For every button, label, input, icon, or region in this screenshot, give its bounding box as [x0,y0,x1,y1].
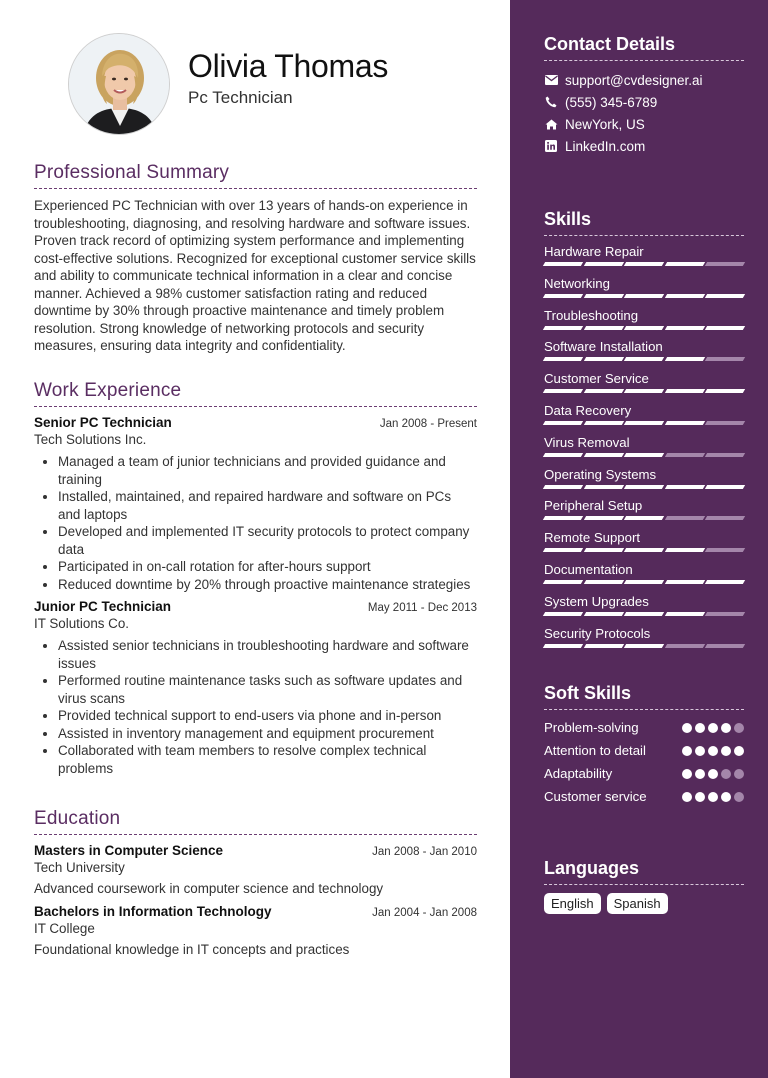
rating-dot [682,723,692,733]
soft-skill-name: Problem-solving [544,720,639,735]
skills-heading: Skills [544,209,744,236]
skill-level-segment [665,262,705,266]
rating-dot [682,792,692,802]
rating-dot [721,723,731,733]
contact-location-text: NewYork, US [565,116,645,132]
skill-level-segment [543,357,583,361]
degree-title: Masters in Computer Science [34,843,224,858]
skill-level-segment [665,421,705,425]
resume-header [34,0,476,150]
skill-level-segment [665,548,705,552]
skill-level-segment [665,294,705,298]
rating-dot [682,769,692,779]
soft-skill-name: Customer service [544,789,647,804]
skill-level-segment [705,644,745,648]
skill-name: Security Protocols [544,625,651,641]
skill-level-segment [624,326,664,330]
linkedin-icon [544,139,558,153]
skill-level-bar [544,453,744,457]
skill-level-segment [624,548,664,552]
education-date: Jan 2008 - Jan 2010 [372,846,477,858]
skill-name: Troubleshooting [544,307,639,323]
skill-item [544,276,744,308]
portrait-image [69,34,170,135]
skill-level-bar [544,294,744,298]
avatar [68,33,170,135]
contact-heading: Contact Details [544,34,744,61]
skill-name: Remote Support [544,530,641,546]
skill-level-segment [583,644,623,648]
skill-item [544,594,744,626]
experience-heading: Work Experience [34,380,477,407]
skill-level-segment [583,485,623,489]
rating-dot [695,792,705,802]
skill-level-segment [583,389,623,393]
skill-level-segment [705,294,745,298]
skill-level-segment [624,516,664,520]
rating-dot [708,792,718,802]
soft-skill-rating [682,723,744,733]
skill-name: System Upgrades [544,593,649,609]
language-tag: English [544,893,601,914]
soft-skills-heading: Soft Skills [544,683,744,710]
job-bullet: • Performed routine maintenance tasks such as software updates and virus scans [58,672,477,707]
rating-dot [721,746,731,756]
skill-level-segment [624,612,664,616]
soft-skill-item [544,764,744,783]
skill-level-segment [543,485,583,489]
skill-level-bar [544,485,744,489]
soft-skills-list [544,718,744,806]
job-bullet: • Assisted in inventory management and equipment procurement [58,725,477,743]
skill-level-segment [624,389,664,393]
rating-dot [708,723,718,733]
skill-level-segment [705,516,745,520]
degree-title: Bachelors in Information Technology [34,904,272,919]
skill-level-segment [705,357,745,361]
contact-linkedin[interactable] [544,135,744,157]
skill-level-segment [583,326,623,330]
education-entry [34,843,477,896]
soft-skill-name: Attention to detail [544,743,646,758]
skill-item [544,308,744,340]
skill-level-segment [543,453,583,457]
skill-level-segment [583,294,623,298]
education-description: Foundational knowledge in IT concepts and practices [34,942,350,957]
job-bullet: • Installed, maintained, and repaired hardware and software on PCs and laptops [58,488,477,523]
job-bullets [58,453,477,593]
soft-skill-item [544,741,744,760]
job-bullet: • Assisted senior technicians in troubleshooting hardware and software issues [58,637,477,672]
skill-level-segment [543,516,583,520]
job-entry [34,415,477,593]
skill-level-segment [665,485,705,489]
skill-level-segment [705,453,745,457]
languages-heading: Languages [544,858,744,885]
rating-dot [695,769,705,779]
skill-level-segment [665,580,705,584]
skill-level-segment [624,262,664,266]
summary-text: Experienced PC Technician with over 13 years of hands-on experience in troubleshooting, diagnosing, and resolving hardware and software issues. Proven track record of optimizing system performance and implementing cost-effective solutions. Recognized for exceptional customer service skills and ability to communicate technical information in a clear and concise manner. Achieved a 98% customer satisfaction rating and reduced downtime by 30% through proactive maintenance and timely problem resolution. Strong knowledge of networking protocols and security measures, ensuring data integrity and confidentiality. [34,198,476,353]
skill-name: Hardware Repair [544,244,644,259]
skill-level-segment [624,485,664,489]
rating-dot [695,746,705,756]
skill-level-segment [583,262,623,266]
school-name: Tech University [34,860,125,875]
skill-level-segment [583,421,623,425]
skill-item [544,435,744,467]
education-date: Jan 2004 - Jan 2008 [372,907,477,919]
home-icon [544,117,558,131]
skill-level-segment [624,294,664,298]
skill-level-segment [705,612,745,616]
job-date: May 2011 - Dec 2013 [367,602,477,614]
skill-name: Operating Systems [544,466,657,482]
skill-name: Networking [544,275,610,291]
skill-item [544,339,744,371]
summary-section [34,162,477,355]
education-entry [34,904,477,957]
skill-level-segment [705,326,745,330]
contact-section [544,34,744,157]
skill-level-bar [544,357,744,361]
soft-skill-rating [682,792,744,802]
skill-name: Peripheral Setup [544,498,643,514]
skill-level-bar [544,580,744,584]
skill-item [544,498,744,530]
contact-phone[interactable] [544,91,744,113]
rating-dot [695,723,705,733]
skill-level-bar [544,389,744,393]
job-title: Senior PC Technician [34,415,172,430]
skill-level-segment [543,580,583,584]
skill-level-segment [543,548,583,552]
job-bullet: • Developed and implemented IT security protocols to protect company data [58,523,477,558]
skill-name: Software Installation [544,339,663,355]
skill-level-segment [543,644,583,648]
languages-section [544,858,744,914]
skill-level-segment [583,548,623,552]
job-bullet: • Reduced downtime by 20% through proactive maintenance strategies [58,576,477,594]
skill-level-segment [543,262,583,266]
skill-level-segment [624,580,664,584]
soft-skills-section [544,683,744,810]
skill-item [544,244,744,276]
skill-level-segment [705,485,745,489]
skill-level-segment [705,580,745,584]
skill-item [544,626,744,658]
job-bullet: • Collaborated with team members to resolve complex technical problems [58,742,477,777]
rating-dot [708,769,718,779]
skill-name: Data Recovery [544,402,632,418]
rating-dot [721,792,731,802]
job-date: Jan 2008 - Present [379,418,477,430]
skill-level-segment [624,453,664,457]
skill-level-segment [543,389,583,393]
job-company: Tech Solutions Inc. [34,432,147,447]
contact-email-text: support@cvdesigner.ai [565,72,703,88]
language-tag: Spanish [607,893,668,914]
experience-section [34,380,477,783]
skill-level-bar [544,516,744,520]
skill-item [544,562,744,594]
job-bullet: • Managed a team of junior technicians and provided guidance and training [58,453,477,488]
rating-dot [682,746,692,756]
education-section [34,808,477,965]
skill-item [544,467,744,499]
soft-skill-item [544,787,744,806]
rating-dot [734,769,744,779]
soft-skill-item [544,718,744,737]
skill-level-segment [705,548,745,552]
skill-level-segment [543,326,583,330]
school-name: IT College [34,921,95,936]
skill-level-bar [544,262,744,266]
skill-level-segment [665,357,705,361]
soft-skill-rating [682,769,744,779]
skill-level-bar [544,548,744,552]
skill-level-segment [665,389,705,393]
soft-skill-rating [682,746,744,756]
job-bullets [58,637,477,777]
soft-skill-name: Adaptability [544,766,613,781]
skill-level-segment [624,357,664,361]
skill-level-segment [543,421,583,425]
skill-level-segment [665,326,705,330]
job-company: IT Solutions Co. [34,616,130,631]
rating-dot [734,792,744,802]
job-entry [34,599,477,777]
rating-dot [734,723,744,733]
skill-level-segment [705,389,745,393]
skill-level-segment [583,453,623,457]
skill-item [544,403,744,435]
skill-level-segment [543,294,583,298]
skill-level-segment [665,453,705,457]
job-bullet: • Provided technical support to end-users via phone and in-person [58,707,477,725]
skill-name: Documentation [544,561,633,577]
skill-level-segment [543,612,583,616]
skill-item [544,530,744,562]
skill-level-segment [583,580,623,584]
summary-heading: Professional Summary [34,162,477,189]
candidate-role: Pc Technician [188,88,293,107]
skill-level-segment [624,421,664,425]
contact-linkedin-text: LinkedIn.com [565,138,646,154]
skills-section [544,209,744,657]
contact-email[interactable] [544,69,744,91]
sidebar [510,0,768,1078]
education-description: Advanced coursework in computer science and technology [34,881,384,896]
contact-location [544,113,744,135]
rating-dot [721,769,731,779]
skill-name: Customer Service [544,371,649,387]
skill-level-bar [544,421,744,425]
language-list [544,893,744,914]
skill-level-segment [583,516,623,520]
skill-level-bar [544,644,744,648]
skill-level-segment [665,612,705,616]
skill-item [544,371,744,403]
skill-level-bar [544,326,744,330]
rating-dot [708,746,718,756]
education-heading: Education [34,808,477,835]
skill-level-segment [583,357,623,361]
skill-level-segment [705,421,745,425]
phone-icon [544,95,558,109]
candidate-name: Olivia Thomas [188,48,389,84]
job-bullet: • Participated in on-call rotation for after-hours support [58,558,477,576]
rating-dot [734,746,744,756]
skill-level-segment [583,612,623,616]
skills-list [544,244,744,657]
contact-phone-text: (555) 345-6789 [565,94,658,110]
skill-level-segment [705,262,745,266]
job-title: Junior PC Technician [34,599,172,614]
skill-level-bar [544,612,744,616]
skill-level-segment [624,644,664,648]
skill-level-segment [665,644,705,648]
skill-name: Virus Removal [544,434,630,450]
envelope-icon [544,73,558,87]
skill-level-segment [665,516,705,520]
